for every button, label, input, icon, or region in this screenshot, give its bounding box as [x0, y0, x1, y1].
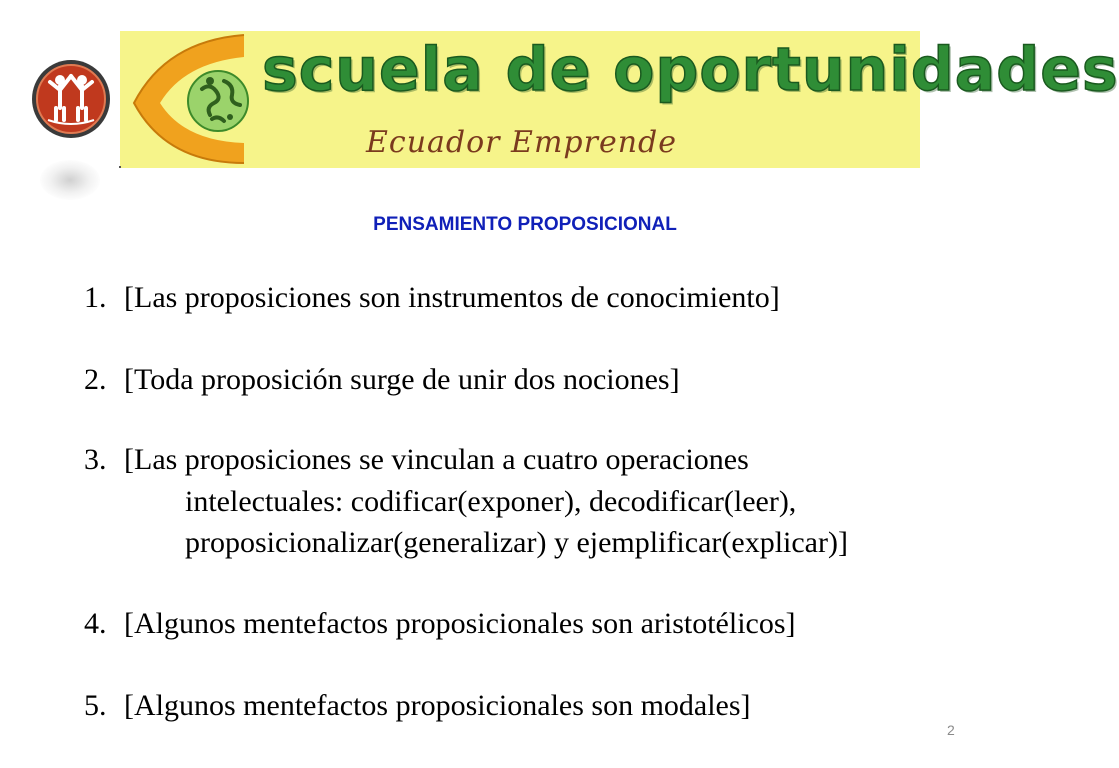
list-item: [84, 440, 749, 480]
list-item-number: 1.: [84, 281, 107, 314]
list-item-text: [Toda proposición surge de unir dos nociones]: [124, 363, 680, 396]
list-item-number: 2.: [84, 363, 107, 396]
list-item-text: [Algunos mentefactos proposicionales son modales]: [124, 689, 751, 722]
logo-shadow: [40, 160, 100, 200]
organization-logo: [30, 58, 112, 140]
banner-corner-mark: [119, 166, 121, 168]
slide-number: 2: [947, 722, 955, 738]
slide-heading: PENSAMIENTO PROPOSICIONAL: [373, 214, 677, 235]
list-item-continuation: intelectuales: codificar(exponer), decodificar(leer),: [185, 485, 797, 518]
list-item-number: 4.: [84, 607, 107, 640]
banner-subtitle: Ecuador Emprende: [366, 125, 677, 160]
banner-title: scuela de oportunidades: [262, 35, 1119, 105]
people-emblem-icon: [30, 58, 112, 140]
list-item-continuation: proposicionalizar(generalizar) y ejemplificar(explicar)]: [185, 526, 848, 559]
list-item-text: [Algunos mentefactos proposicionales son aristotélicos]: [124, 607, 796, 640]
list-item: [84, 604, 796, 644]
list-item: [84, 278, 780, 318]
list-item-number: 5.: [84, 689, 107, 722]
list-item-text: [Las proposiciones son instrumentos de conocimiento]: [124, 281, 780, 314]
list-item: [84, 686, 751, 726]
list-item-number: 3.: [84, 443, 107, 476]
list-item-text: [Las proposiciones se vinculan a cuatro operaciones: [124, 443, 749, 476]
school-banner: [120, 31, 1119, 168]
escuela-emblem-icon: [126, 31, 266, 168]
list-item: [84, 360, 680, 400]
